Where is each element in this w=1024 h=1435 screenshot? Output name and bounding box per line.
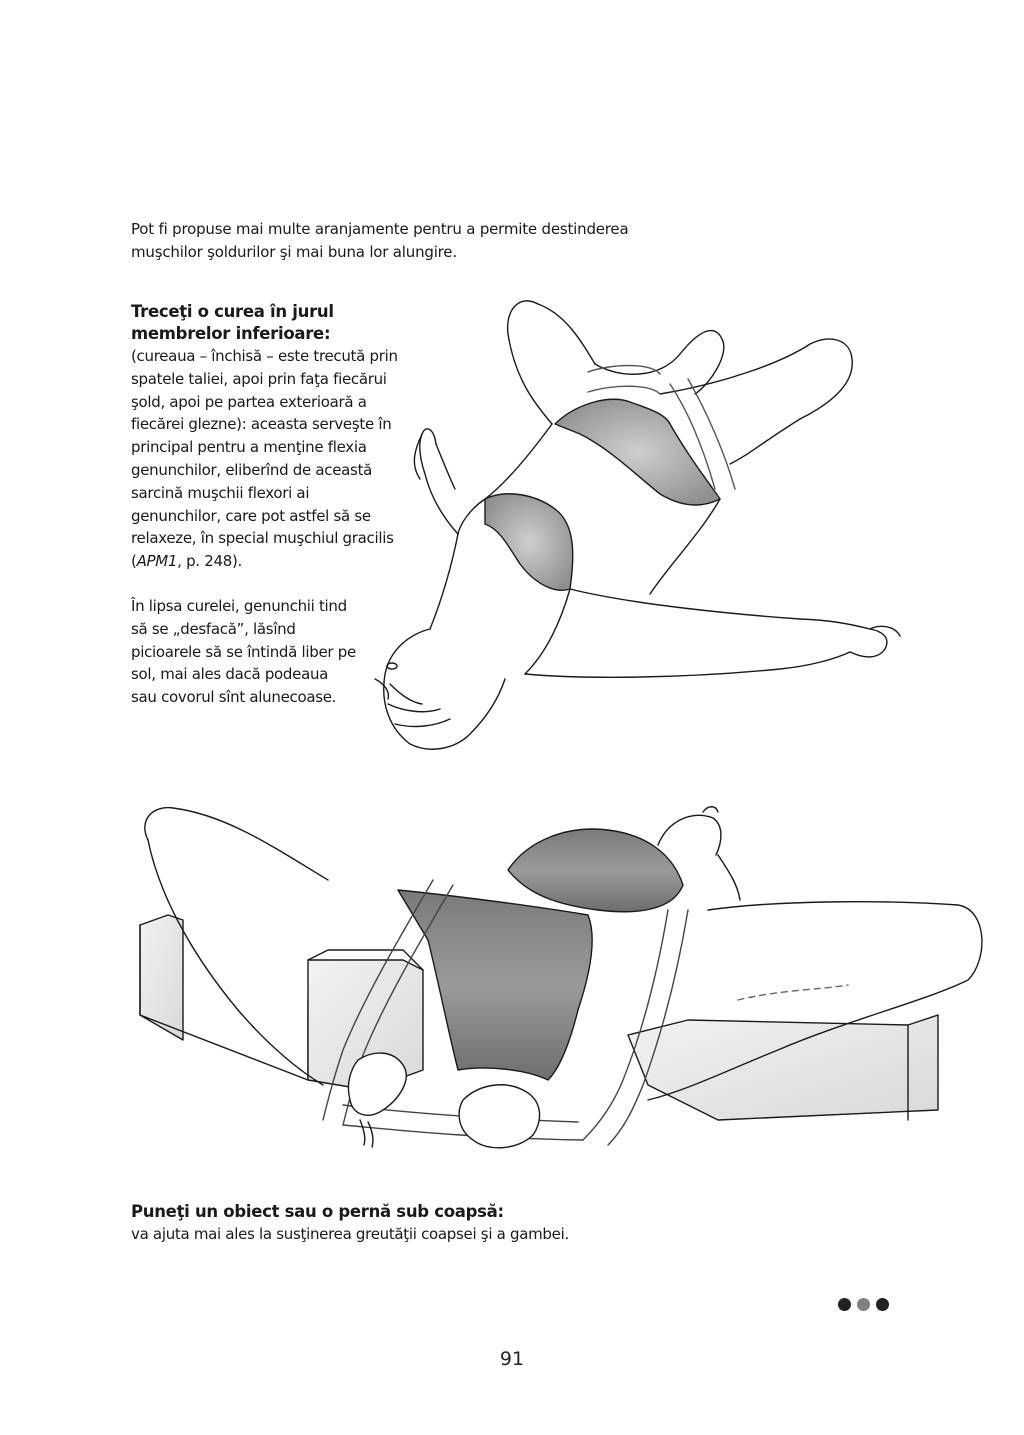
cushion-support-illustration <box>128 800 990 1180</box>
marker-dot-3 <box>876 1298 889 1311</box>
intro-paragraph: Pot fi propuse mai multe aranjamente pentru a permite destinderea muşchilor şoldurilor şi mai buna lor alungire. <box>131 220 629 261</box>
paragraph-1-text-end: , p. 248). <box>177 552 243 571</box>
strap-section-heading: Treceţi o curea în jurul membrelor inferioare: <box>131 302 334 343</box>
page-number: 91 <box>499 1348 525 1370</box>
book-reference: APM1 <box>136 552 178 571</box>
cushion-section-heading: Puneţi un obiect sau o pernă sub coapsă: <box>131 1202 504 1221</box>
section-marker-dots <box>838 1298 889 1311</box>
paragraph-1-text: (cureaua – închisă – este trecută prin spatele taliei, apoi prin faţa fiecărui şold, apoi pe partea exterioară a fiecărei glezne): aceasta serveşte în principal pentru a menţine flexia genunchilor, eliberînd de această sarcină muşchii flexori ai genunchilor, care pot astfel să se relaxeze, în special muşchiul gracilis ( <box>131 347 398 571</box>
marker-dot-2 <box>857 1298 870 1311</box>
supine-strap-illustration <box>330 284 960 764</box>
cushion-section <box>131 1201 691 1245</box>
strap-section-paragraph-2: În lipsa curelei, genunchii tind să se „desfacă”, lăsînd picioarele să se întindă liber pe sol, mai ales dacă podeaua sau covorul sînt alunecoase. <box>131 596 356 707</box>
cushion-section-text: va ajuta mai ales la susţinerea greutăţii coapsei şi a gambei. <box>131 1225 569 1243</box>
marker-dot-1 <box>838 1298 851 1311</box>
